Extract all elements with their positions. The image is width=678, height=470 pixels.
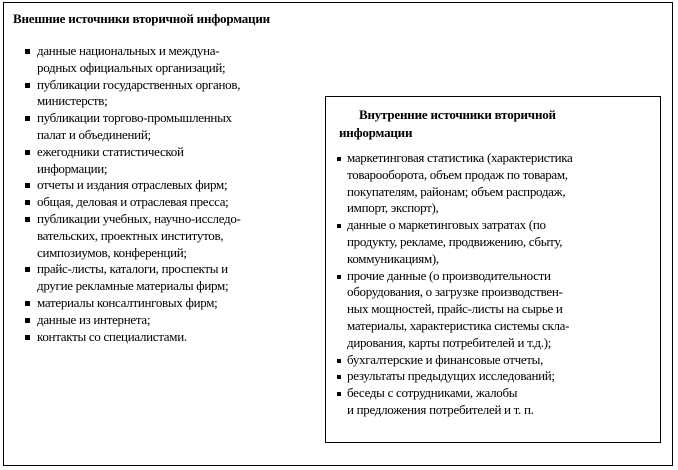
list-item-text: отчеты и издания отраслевых фирм;: [37, 177, 228, 193]
bullet-icon: [25, 301, 30, 306]
bullet-icon: [25, 83, 30, 88]
list-item: [24, 329, 314, 346]
list-item-text: другие рекламные материалы фирм;: [37, 278, 229, 294]
list-item-text: дирования, карты потребителей и т.д.);: [347, 334, 552, 350]
bullet-icon: [337, 275, 341, 279]
list-item: [337, 368, 659, 385]
list-item-text: контакты со специалистами.: [37, 328, 187, 344]
list-item-text: ежегодники статистической: [37, 143, 184, 159]
list-item: [337, 217, 659, 267]
list-item-text: результаты предыдущих исследований;: [347, 368, 555, 384]
list-item: [337, 352, 659, 369]
list-item-text: симпозиумов, конференций;: [37, 244, 187, 260]
list-item-text: данные национальных и междуна-: [37, 43, 220, 58]
list-item-text: информации;: [37, 160, 108, 176]
list-item-text: материалы, характеристика системы скла-: [347, 317, 570, 333]
bullet-icon: [25, 183, 30, 188]
bullet-icon: [25, 150, 30, 155]
list-item: [24, 144, 314, 178]
bullet-icon: [337, 224, 341, 228]
internal-title-line: Внутренние источники вторичной: [359, 107, 556, 122]
list-item: [24, 43, 314, 77]
list-item-text: общая, деловая и отраслевая пресса;: [37, 194, 229, 210]
list-item: [24, 77, 314, 111]
list-item-text: маркетинговая статистика (характеристика: [347, 150, 573, 165]
bullet-icon: [337, 359, 341, 363]
external-sources-title: Внешние источники вторичной информации: [13, 11, 270, 26]
external-sources-list: [24, 43, 314, 345]
list-item-text: прайс-листы, каталоги, проспекты и: [37, 261, 228, 277]
internal-sources-list: [337, 150, 659, 419]
internal-sources-box: [325, 96, 661, 443]
list-item-text: товарооборота, объем продаж по товарам,: [347, 166, 568, 182]
list-item-text: беседы с сотрудниками, жалобы: [347, 385, 518, 401]
list-item-text: родных официальных организаций;: [37, 59, 226, 75]
bullet-icon: [25, 267, 30, 272]
list-item-text: оборудования, о загрузке производствен-: [347, 284, 563, 300]
list-item-text: ных мощностей, прайс-листы на сырье и: [347, 301, 563, 317]
list-item: [24, 295, 314, 312]
list-item: [24, 194, 314, 211]
list-item: [24, 261, 314, 295]
list-item: [337, 268, 659, 352]
list-item: [24, 211, 314, 261]
bullet-icon: [25, 49, 30, 54]
list-item-text: коммуникациям),: [347, 250, 439, 266]
list-item-text: материалы консалтинговых фирм;: [37, 294, 218, 310]
list-item: [337, 385, 659, 419]
list-item-text: палат и объединений;: [37, 126, 151, 142]
list-item-text: данные из интернета;: [37, 311, 151, 327]
bullet-icon: [25, 116, 30, 121]
bullet-icon: [25, 335, 30, 340]
bullet-icon: [337, 157, 341, 161]
list-item-text: публикации учебных, научно-исследо-: [37, 210, 241, 226]
list-item-text: вательских, проектных институтов,: [37, 227, 224, 243]
bullet-icon: [25, 200, 30, 205]
list-item-text: прочие данные (о производительности: [347, 267, 551, 283]
bullet-icon: [25, 318, 30, 323]
list-item-text: министерств;: [37, 93, 108, 109]
bullet-icon: [25, 217, 30, 222]
list-item-text: данные о маркетинговых затратах (по: [347, 217, 546, 233]
list-item-text: продукту, рекламе, продвижению, сбыту,: [347, 233, 563, 249]
list-item-text: публикации торгово-промышленных: [37, 110, 232, 126]
list-item: [337, 150, 659, 217]
internal-title-line: информации: [339, 125, 413, 140]
list-item: [24, 177, 314, 194]
bullet-icon: [337, 392, 341, 396]
internal-sources-title: [339, 106, 556, 142]
list-item: [24, 110, 314, 144]
bullet-icon: [337, 375, 341, 379]
list-item-text: и предложения потребителей и т. п.: [347, 401, 534, 417]
list-item: [24, 312, 314, 329]
list-item-text: покупателям, районам; объем распродаж,: [347, 183, 566, 199]
list-item-text: импорт, экспорт),: [347, 200, 439, 216]
list-item-text: бухгалтерские и финансовые отчеты,: [347, 351, 544, 367]
list-item-text: публикации государственных органов,: [37, 76, 241, 92]
